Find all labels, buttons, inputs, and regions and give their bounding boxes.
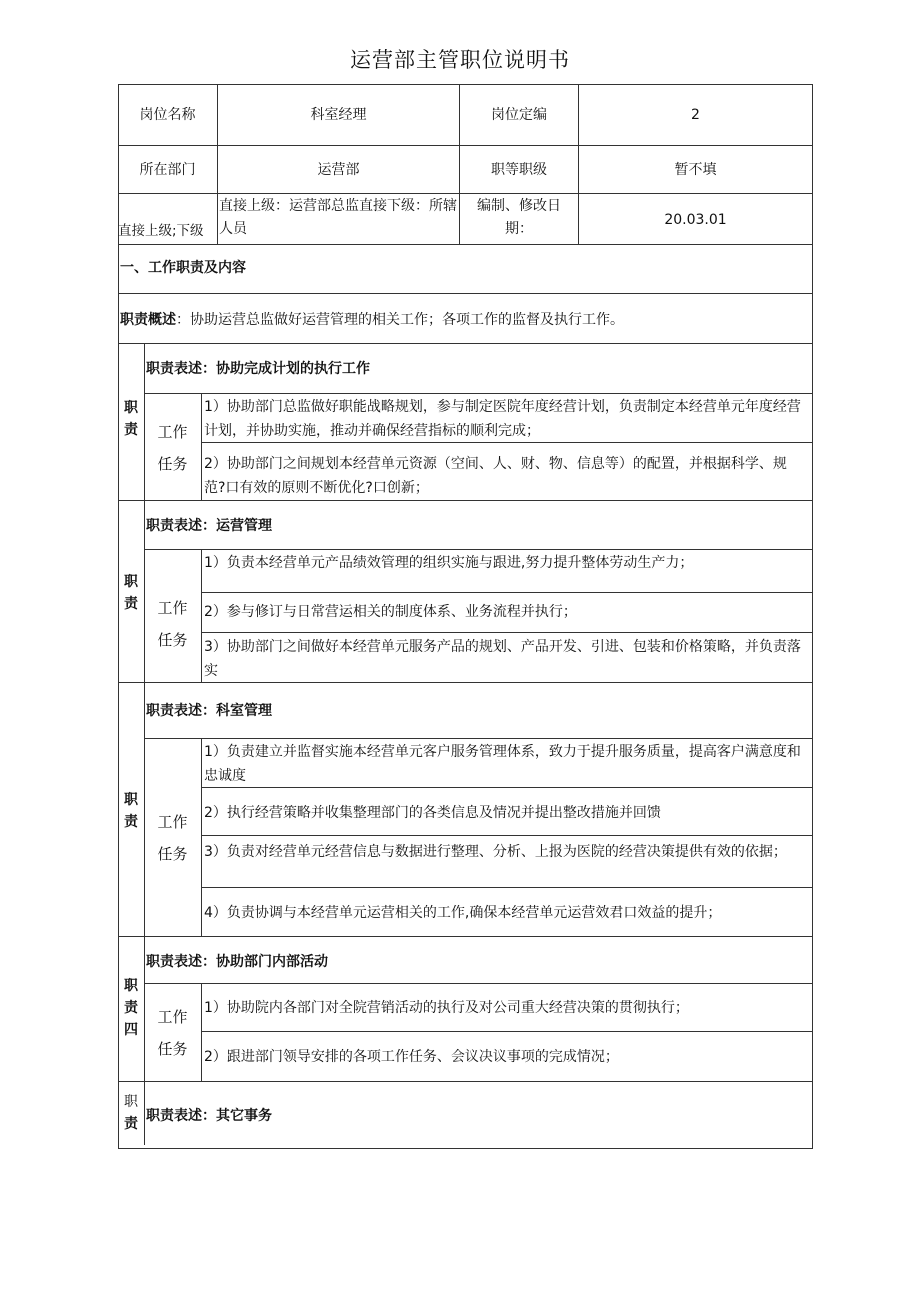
duty-3-desc: 职责表述：科室管理 [146,703,272,719]
duty-1-side-label: 职 责 [124,400,138,438]
post-name-label: 岗位名称 [139,106,196,123]
duty-3-task-2: 2）执行经营策略并收集整理部门的各类信息及情况并提出整改措施并回馈 [204,805,661,821]
duty-summary [120,308,810,332]
duty-1-desc: 职责表述：协助完成计划的执行工作 [146,361,370,377]
duty-2-task-3: 3）协助部门之间做好本经营单元服务产品的规划、产品开发、引进、包装和价格策略，并负责落实 [204,639,801,679]
duty-3-task-4: 4）负责协调与本经营单元运营相关的工作,确保本经营单元运营效君口效益的提升； [204,905,722,921]
duty-3-side-label: 职 责 [124,792,138,830]
report-label: 直接上级;下级 [118,223,204,239]
duty-2-task-2: 2）参与修订与日常营运相关的制度体系、业务流程并执行； [204,604,577,620]
duty-5-side-label: 职 责 [124,1094,138,1132]
duty-4-desc: 职责表述：协助部门内部活动 [146,954,328,970]
job-description-table [118,84,813,1149]
duty-4-side-label: 职 责 四 [124,978,138,1038]
duty-2-desc: 职责表述：运营管理 [146,518,272,534]
section-title: 一、工作职责及内容 [120,260,246,276]
grade-value: 暂不填 [674,161,717,178]
grade-label: 职等职级 [491,161,547,178]
post-name-value: 科室经理 [310,106,367,123]
duty-summary-label: 职责概述 [120,312,176,328]
duty-summary-text: ：协助运营总监做好运营管理的相关工作；各项工作的监督及执行工作。 [176,312,624,328]
duty-3-work-label: 工作 任务 [157,813,188,863]
duty-4-task-2: 2）跟进部门领导安排的各项工作任务、会议决议事项的完成情况； [204,1049,619,1065]
duty-3-task-1: 1）负责建立并监督实施本经营单元客户服务管理体系，致力于提升服务质量，提高客户满意度和忠诚度 [204,744,801,784]
duty-1-task-2: 2）协助部门之间规划本经营单元资源（空间、人、财、物、信息等）的配置，并根据科学、规范?口有效的原则不断优化?口创新； [204,456,787,496]
document-title: 运营部主管职位说明书 [350,48,570,72]
duty-5-desc: 职责表述：其它事务 [146,1108,272,1124]
duty-4-work-label: 工作 任务 [157,1008,188,1058]
dept-label: 所在部门 [139,161,196,178]
headcount-label: 岗位定编 [491,106,547,123]
duty-2-side-label: 职 责 [124,574,138,612]
report-value: 直接上级：运营部总监直接下级：所辖人员 [219,198,457,237]
headcount-value: 2 [691,106,700,123]
duty-2-work-label: 工作 任务 [157,599,188,649]
duty-4-task-1: 1）协助院内各部门对全院营销活动的执行及对公司重大经营决策的贯彻执行； [204,1000,689,1016]
date-label: 编制、修改日期： [477,198,561,237]
dept-value: 运营部 [317,161,360,178]
duty-3-task-3: 3）负责对经营单元经营信息与数据进行整理、分析、上报为医院的经营决策提供有效的依据； [204,844,787,860]
date-value: 20.03.01 [664,211,727,228]
duty-1-task-1: 1）协助部门总监做好职能战略规划，参与制定医院年度经营计划，负责制定本经营单元年度经营计划，并协助实施，推动并确保经营指标的顺利完成； [204,399,801,439]
duty-2-task-1: 1）负责本经营单元产品绩效管理的组织实施与跟进,努力提升整体劳动生产力； [204,555,694,571]
duty-1-work-label: 工作 任务 [157,423,188,473]
